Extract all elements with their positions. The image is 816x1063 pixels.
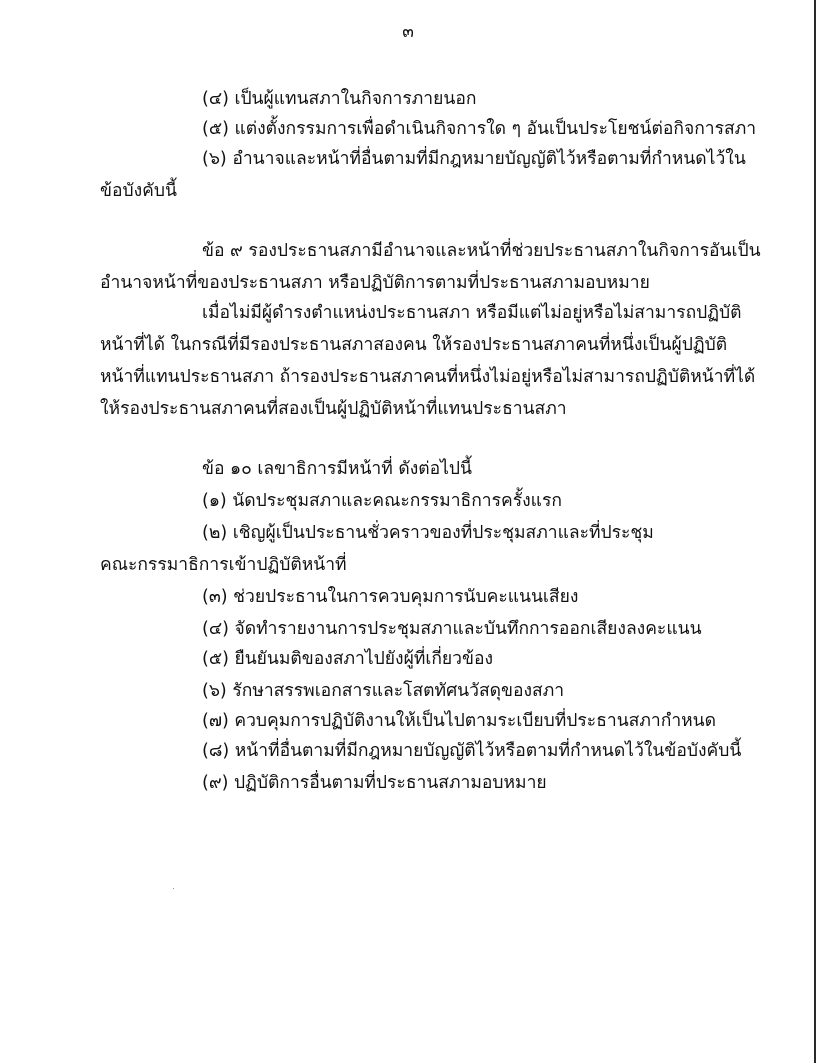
text-line-article10-item4: (๔) จัดทำรายงานการประชุมสภาและบันทึกการออกเสียงลงคะแนน <box>202 619 702 639</box>
page-number: ๓ <box>402 22 414 42</box>
text-line-article8-item6-cont: ข้อบังคับนี้ <box>100 181 177 201</box>
text-line-article9-para2-cont2: หน้าที่แทนประธานสภา ถ้ารองประธานสภาคนที่หนึ่งไม่อยู่หรือไม่สามารถปฏิบัติหน้าที่ได้ <box>100 367 756 387</box>
text-line-article10-item6: (๖) รักษาสรรพเอกสารและโสตทัศนวัสดุของสภา <box>202 681 565 701</box>
text-line-article8-item6: (๖) อำนาจและหน้าที่อื่นตามที่มีกฎหมายบัญญัติไว้หรือตามที่กำหนดไว้ใน <box>202 149 746 169</box>
text-line-article10-item5: (๕) ยืนยันมติของสภาไปยังผู้ที่เกี่ยวข้อง <box>202 649 494 669</box>
text-line-article8-item5: (๕) แต่งตั้งกรรมการเพื่อดำเนินกิจการใด ๆ อันเป็นประโยชน์ต่อกิจการสภา <box>202 119 757 139</box>
text-line-article10-start: ข้อ ๑๐ เลขาธิการมีหน้าที่ ดังต่อไปนี้ <box>202 459 473 479</box>
text-line-article10-item7: (๗) ควบคุมการปฏิบัติงานให้เป็นไปตามระเบียบที่ประธานสภากำหนด <box>202 711 717 731</box>
text-line-article9-cont1: อำนาจหน้าที่ของประธานสภา หรือปฏิบัติการตามที่ประธานสภามอบหมาย <box>100 273 650 293</box>
text-line-article10-item2: (๒) เชิญผู้เป็นประธานชั่วคราวของที่ประชุมสภาและที่ประชุม <box>202 523 654 543</box>
text-line-article9-para2-cont1: หน้าที่ได้ ในกรณีที่มีรองประธานสภาสองคน ให้รองประธานสภาคนที่หนึ่งเป็นผู้ปฏิบัติ <box>100 335 728 355</box>
text-line-article10-item1: (๑) นัดประชุมสภาและคณะกรรมาธิการครั้งแรก <box>202 491 562 511</box>
scan-speck <box>173 888 174 889</box>
text-line-article10-item9: (๙) ปฏิบัติการอื่นตามที่ประธานสภามอบหมาย <box>202 773 547 793</box>
text-line-article10-item8: (๘) หน้าที่อื่นตามที่มีกฎหมายบัญญัติไว้หรือตามที่กำหนดไว้ในข้อบังคับนี้ <box>202 741 742 761</box>
text-line-article10-item3: (๓) ช่วยประธานในการควบคุมการนับคะแนนเสียง <box>202 587 579 607</box>
text-line-article9-para2: เมื่อไม่มีผู้ดำรงตำแหน่งประธานสภา หรือมีแต่ไม่อยู่หรือไม่สามารถปฏิบัติ <box>202 303 742 323</box>
text-line-article9-start: ข้อ ๙ รองประธานสภามีอำนาจและหน้าที่ช่วยประธานสภาในกิจการอันเป็น <box>202 241 761 261</box>
text-line-article10-item2-cont: คณะกรรมาธิการเข้าปฏิบัติหน้าที่ <box>100 555 347 575</box>
text-line-article8-item4: (๔) เป็นผู้แทนสภาในกิจการภายนอก <box>202 89 477 109</box>
text-line-article9-para2-cont3: ให้รองประธานสภาคนที่สองเป็นผู้ปฏิบัติหน้าที่แทนประธานสภา <box>100 399 567 419</box>
